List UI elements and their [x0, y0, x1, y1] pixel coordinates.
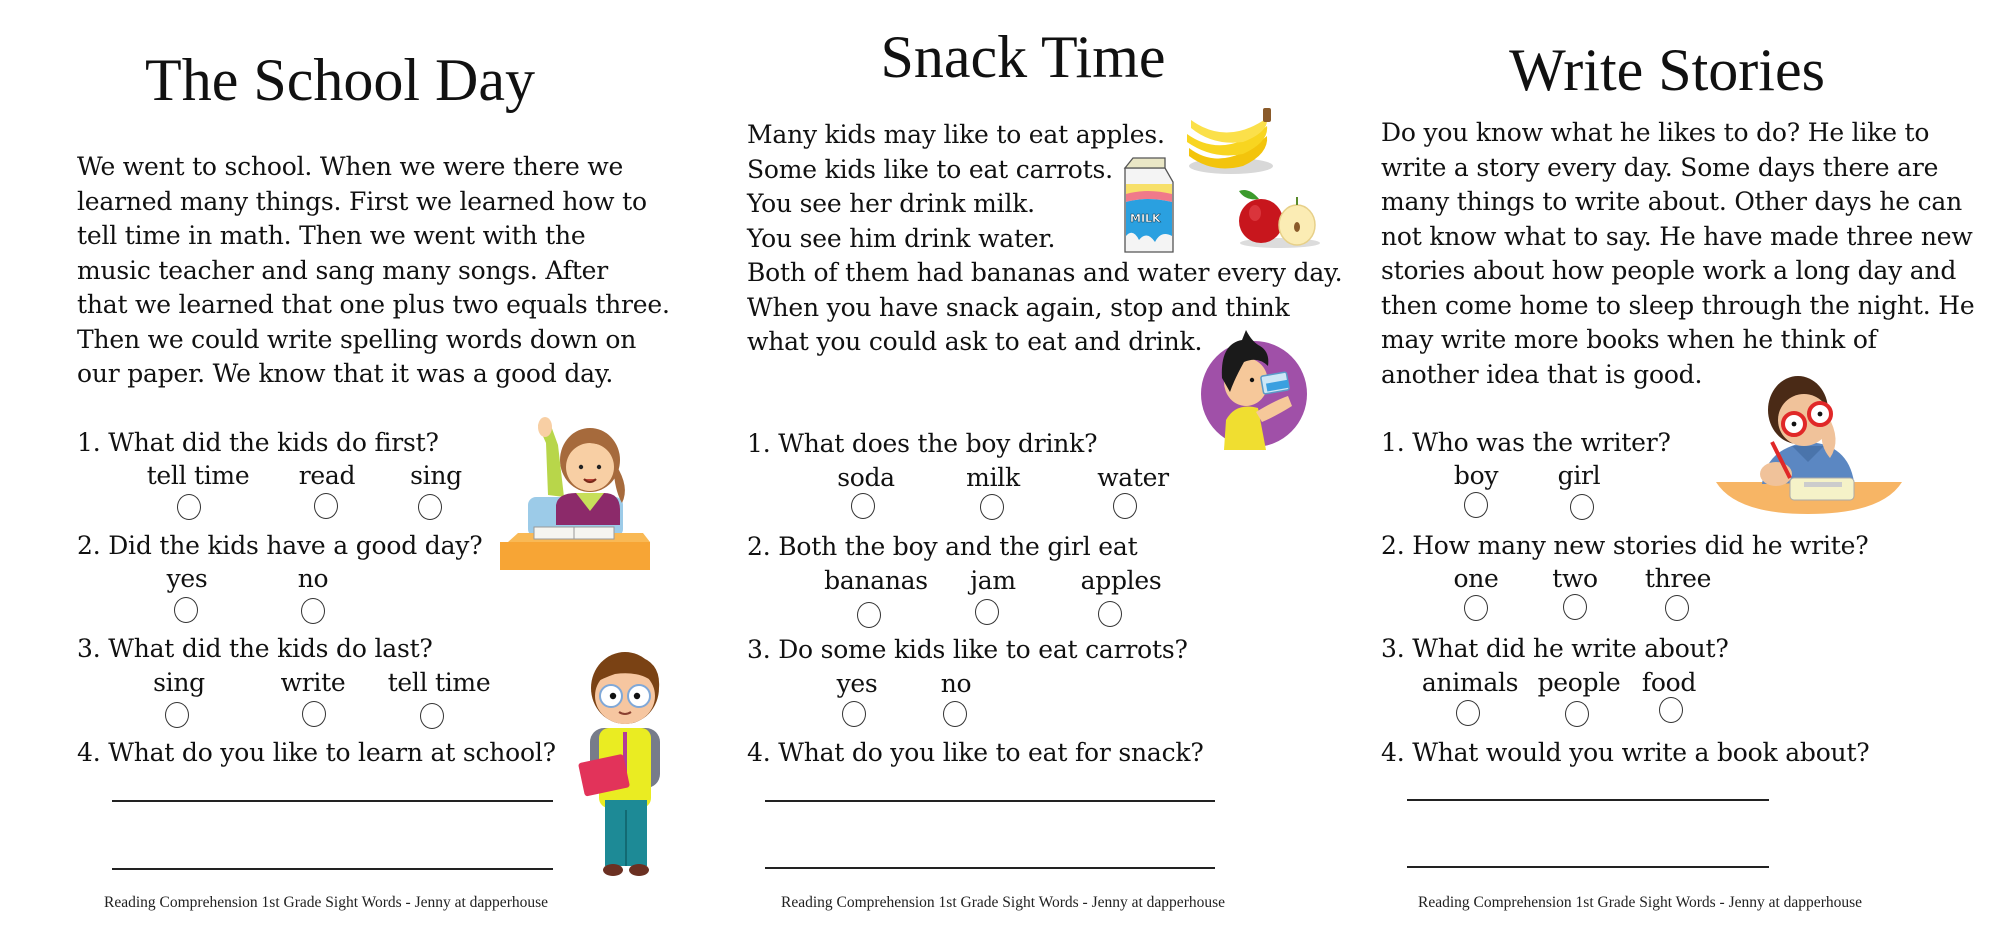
svg-text:MILK: MILK: [1130, 212, 1161, 225]
footer-credit: Reading Comprehension 1st Grade Sight Words - Jenny at dapperhouse: [1418, 894, 1863, 911]
passage-line: We went to school. When we were there we: [77, 152, 624, 181]
option-label: milk: [966, 463, 1020, 492]
option-label: people: [1537, 668, 1621, 697]
question-3: 3. What did he write about?: [1381, 634, 1729, 663]
passage-line: tell time in math. Then we went with the: [77, 221, 586, 250]
question-2: 2. Both the boy and the girl eat: [747, 532, 1138, 561]
reading-passage: [1381, 116, 1974, 392]
option-label: food: [1641, 668, 1697, 697]
question-2: 2. Did the kids have a good day?: [77, 531, 483, 560]
question-4: 4. What do you like to eat for snack?: [747, 738, 1204, 767]
answer-radio-two[interactable]: [1563, 594, 1587, 620]
answer-radio-apples[interactable]: [1098, 601, 1122, 627]
option-label: no: [940, 669, 972, 698]
option-label: yes: [166, 564, 208, 593]
question-3: 3. Do some kids like to eat carrots?: [747, 635, 1188, 664]
passage-line: our paper. We know that it was a good day.: [77, 359, 614, 388]
option-label: tell time: [146, 461, 250, 490]
passage-line: Both of them had bananas and water every day.: [747, 258, 1343, 287]
worksheet-title: Write Stories: [1509, 37, 1825, 103]
passage-line: write a story every day. Some days there are: [1381, 152, 1939, 182]
option-label: boy: [1453, 461, 1499, 490]
option-label: write: [280, 668, 346, 697]
answer-radio-bananas[interactable]: [857, 602, 881, 628]
option-label: no: [297, 564, 329, 593]
answer-radio-food[interactable]: [1659, 697, 1683, 723]
option-label: tell time: [387, 668, 491, 697]
passage-line: stories about how people work a long day and: [1381, 256, 1957, 285]
reading-passage: [77, 150, 670, 392]
answer-radio-water[interactable]: [1113, 493, 1137, 519]
answer-radio-boy[interactable]: [1464, 492, 1488, 518]
option-label: sing: [153, 668, 205, 697]
passage-line: many things to write about. Other days he can: [1381, 187, 1962, 216]
option-label: water: [1097, 463, 1169, 492]
option-label: soda: [837, 463, 895, 492]
answer-radio-no[interactable]: [301, 598, 325, 624]
passage-line: Some kids like to eat carrots.: [747, 154, 1113, 184]
answer-radio-milk[interactable]: [980, 494, 1004, 520]
passage-line: Do you know what he likes to do? He like to: [1381, 118, 1930, 147]
passage-line: When you have snack again, stop and think: [747, 292, 1290, 322]
answer-radio-sing[interactable]: [418, 494, 442, 520]
answer-radio-sing[interactable]: [165, 702, 189, 728]
option-label: jam: [970, 566, 1016, 595]
answer-radio-animals[interactable]: [1456, 700, 1480, 726]
answer-radio-girl[interactable]: [1570, 494, 1594, 520]
question-1: 1. What does the boy drink?: [747, 429, 1098, 458]
option-label: yes: [836, 669, 878, 698]
bananas-icon: [1183, 108, 1278, 178]
option-label: apples: [1080, 566, 1162, 595]
answer-radio-write[interactable]: [302, 701, 326, 727]
passage-line: another idea that is good.: [1381, 359, 1703, 389]
passage-line: may write more books when he think of: [1381, 325, 1877, 354]
apples-icon: [1235, 183, 1325, 249]
answer-radio-three[interactable]: [1665, 595, 1689, 621]
footer-credit: Reading Comprehension 1st Grade Sight Words - Jenny at dapperhouse: [104, 894, 549, 911]
answer-line[interactable]: [1407, 866, 1769, 868]
answer-line[interactable]: [765, 867, 1215, 869]
passage-line: You see him drink water.: [747, 223, 1056, 253]
answer-radio-jam[interactable]: [975, 599, 999, 625]
passage-line: You see her drink milk.: [747, 189, 1035, 218]
passage-line: music teacher and sang many songs. After: [77, 255, 609, 285]
girl-at-desk-icon: [498, 415, 658, 575]
question-4: 4. What would you write a book about?: [1381, 738, 1870, 767]
answer-line[interactable]: [765, 800, 1215, 802]
option-label: three: [1644, 564, 1712, 593]
option-label: bananas: [824, 566, 928, 595]
answer-radio-one[interactable]: [1464, 595, 1488, 621]
passage-line: that we learned that one plus two equals three.: [77, 290, 670, 319]
passage-line: Many kids may like to eat apples.: [747, 120, 1165, 149]
answer-line[interactable]: [112, 800, 553, 802]
footer-credit: Reading Comprehension 1st Grade Sight Words - Jenny at dapperhouse: [781, 894, 1226, 911]
answer-radio-read[interactable]: [314, 493, 338, 519]
boy-with-backpack-icon: [575, 640, 675, 882]
question-3: 3. What did the kids do last?: [77, 634, 433, 663]
answer-line[interactable]: [1407, 799, 1769, 801]
option-label: read: [298, 461, 356, 490]
option-label: girl: [1557, 461, 1601, 490]
passage-line: Then we could write spelling words down on: [77, 324, 637, 354]
answer-radio-tell-time[interactable]: [177, 494, 201, 520]
question-1: 1. Who was the writer?: [1381, 428, 1671, 457]
answer-radio-tell-time[interactable]: [420, 703, 444, 729]
answer-line[interactable]: [112, 868, 553, 870]
worksheet-title: The School Day: [145, 47, 535, 113]
option-label: one: [1453, 564, 1499, 593]
option-label: sing: [410, 461, 462, 490]
question-2: 2. How many new stories did he write?: [1381, 531, 1869, 560]
passage-line: not know what to say. He have made three new: [1381, 221, 1973, 251]
question-4: 4. What do you like to learn at school?: [77, 738, 556, 767]
answer-radio-people[interactable]: [1565, 701, 1589, 727]
boy-drinking-water-icon: [1196, 330, 1308, 450]
answer-radio-yes[interactable]: [174, 597, 198, 623]
milk-carton-icon: [1117, 156, 1177, 256]
passage-line: then come home to sleep through the night. He: [1381, 290, 1975, 320]
option-label: animals: [1421, 668, 1519, 697]
answer-radio-no[interactable]: [943, 701, 967, 727]
worksheet-title: Snack Time: [880, 24, 1166, 90]
question-1: 1. What did the kids do first?: [77, 428, 439, 457]
boy-writing-at-desk-icon: [1712, 362, 1908, 516]
option-label: two: [1552, 564, 1598, 593]
passage-line: learned many things. First we learned how to: [77, 186, 647, 216]
answer-radio-yes[interactable]: [842, 701, 866, 727]
passage-line: what you could ask to eat and drink.: [747, 327, 1203, 356]
answer-radio-soda[interactable]: [851, 493, 875, 519]
